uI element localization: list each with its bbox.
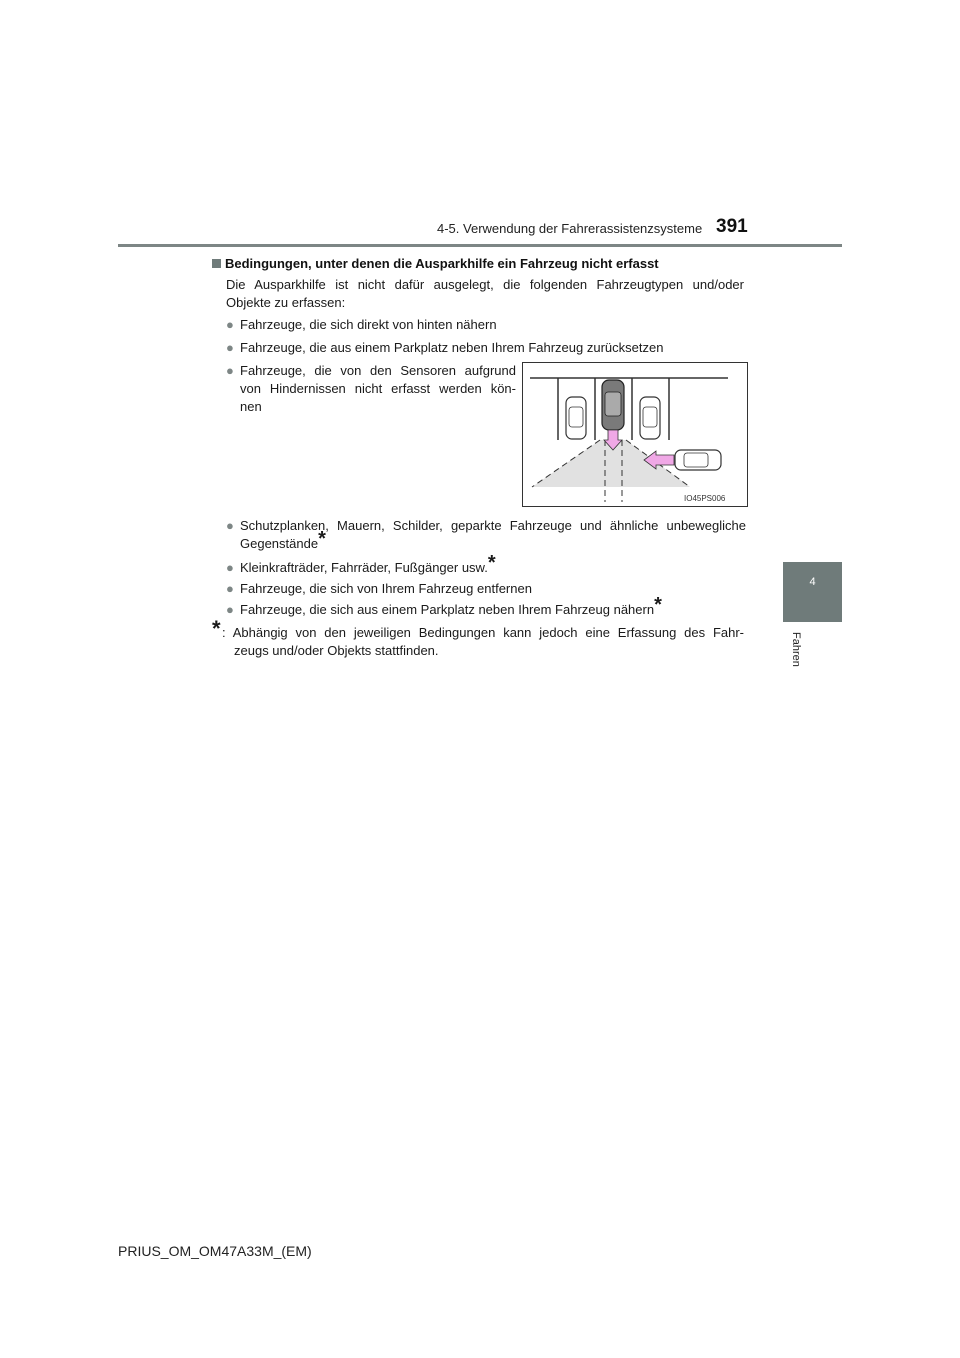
page-number: 391 [716, 216, 748, 237]
bullet-icon: ● [226, 317, 234, 332]
square-bullet-icon [212, 259, 221, 268]
footnote-line: : Abhängig von den jeweiligen Bedingungen kann jedoch eine Erfassung des Fahr- [222, 625, 744, 640]
list-item-line: nen [240, 399, 262, 414]
bullet-icon: ● [226, 363, 234, 378]
asterisk-marker: * [487, 552, 496, 574]
header-rule [118, 244, 842, 247]
list-item-text: Fahrzeuge, die sich direkt von hinten nähern [240, 317, 497, 332]
figure-code: IO45PS006 [684, 494, 726, 503]
footnote [212, 616, 746, 664]
list-item-text: Fahrzeuge, die sich von Ihrem Fahrzeug entfernen [240, 581, 532, 596]
list-item-line: Fahrzeuge, die von den Sensoren aufgrund [240, 363, 516, 378]
parking-illustration [522, 362, 748, 507]
list-item-text [240, 362, 516, 416]
document-code: PRIUS_OM_OM47A33M_(EM) [118, 1243, 312, 1259]
list-item-text: Fahrzeuge, die aus einem Parkplatz neben Ihrem Fahrzeug zurücksetzen [240, 340, 664, 355]
list-item [226, 362, 518, 418]
list-item [226, 580, 746, 598]
list-item-line-text: Gegenstände [240, 536, 319, 551]
footnote-line: zeugs und/oder Objekts stattfinden. [234, 643, 439, 658]
bullet-icon: ● [226, 581, 234, 596]
list-item-text [240, 517, 746, 553]
chapter-tab-label [786, 632, 806, 692]
list-item [226, 517, 746, 557]
list-item-line: Schutzplanken, Mauern, Schilder, geparkte Fahrzeuge und ähnliche unbewegliche [240, 518, 746, 533]
intro-line-1 [226, 276, 744, 294]
list-item [226, 552, 746, 577]
list-item [226, 594, 746, 619]
list-item-line-text: Fahrzeuge, die sich aus einem Parkplatz neben Ihrem Fahrzeug nähern [240, 602, 655, 617]
chapter-tab-label-text: Fahren [790, 632, 802, 667]
asterisk-marker: * [654, 594, 662, 616]
list-item [226, 339, 746, 357]
bullet-icon: ● [226, 602, 234, 617]
bullet-icon: ● [226, 560, 234, 575]
chapter-tab-number: 4 [809, 576, 816, 588]
asterisk-marker: * [318, 528, 326, 550]
section-title: Bedingungen, unter denen die Ausparkhilfe ein Fahrzeug nicht erfasst [225, 256, 659, 271]
chapter-tab [783, 562, 842, 622]
bullet-icon: ● [226, 518, 234, 533]
list-item-line-text: Kleinkrafträder, Fahrräder, Fußgänger usw. [240, 560, 488, 575]
list-item-line [240, 528, 746, 553]
list-item-text [240, 552, 496, 577]
list-item-text [240, 594, 662, 619]
section-heading [212, 256, 659, 271]
intro-line-1-text: Die Ausparkhilfe ist nicht dafür ausgelegt, die folgenden Fahrzeugtypen und/oder [226, 277, 744, 292]
list-item [226, 316, 746, 334]
header-title: 4-5. Verwendung der Fahrerassistenzsysteme [437, 221, 703, 236]
intro-line-2: Objekte zu erfassen: [226, 295, 346, 310]
footnote-text [222, 624, 744, 660]
footnote-marker: * [212, 616, 221, 641]
list-item-line: von Hindernissen nicht erfasst werden kön- [240, 381, 516, 396]
bullet-icon: ● [226, 340, 234, 355]
